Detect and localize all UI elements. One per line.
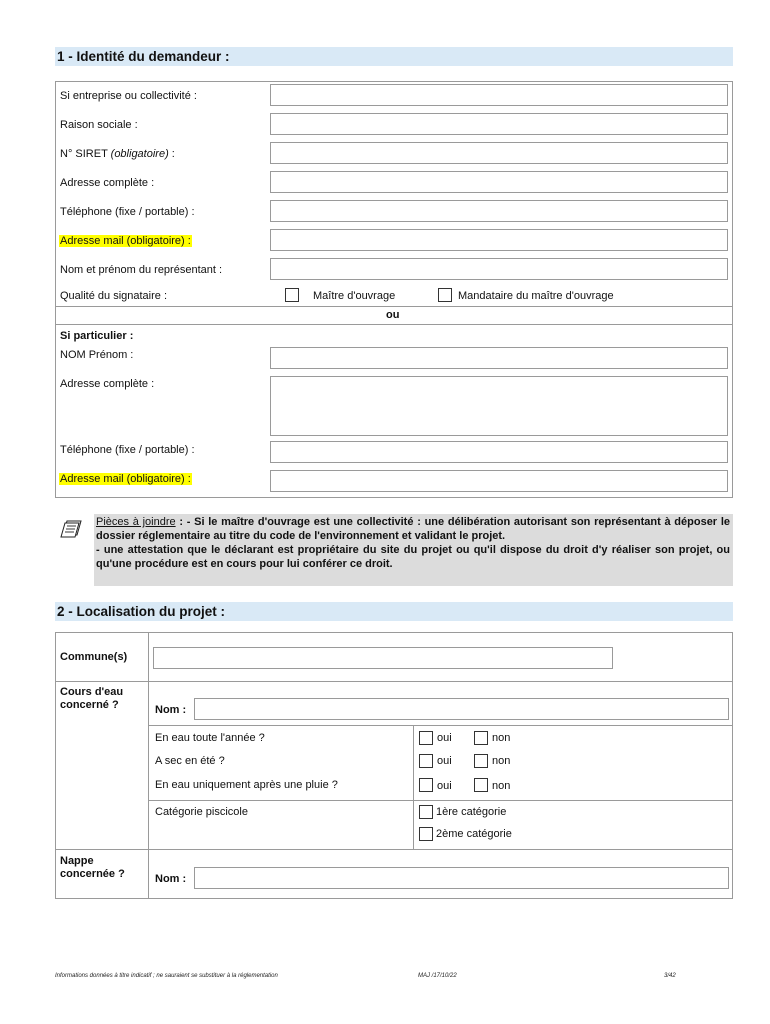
divider — [55, 849, 733, 850]
label-adresse: Adresse complète : — [60, 177, 155, 189]
divider — [148, 800, 733, 801]
label-siret: N° SIRET (obligatoire) : — [60, 148, 175, 160]
q3-non-checkbox[interactable] — [474, 778, 488, 792]
label-cat2: 2ème catégorie — [436, 828, 512, 840]
label-representant: Nom et prénom du représentant : — [60, 264, 223, 276]
footer-version: MAJ /17/10/22 — [418, 973, 457, 979]
label-telephone-particulier: Téléphone (fixe / portable) : — [60, 444, 195, 456]
label-nom-nappe: Nom : — [155, 873, 187, 885]
siret-input[interactable] — [270, 142, 728, 164]
label-maitre-ouvrage: Maître d'ouvrage — [313, 290, 396, 302]
label-oui: oui — [437, 780, 452, 792]
label-entreprise: Si entreprise ou collectivité : — [60, 90, 197, 102]
label-particulier: Si particulier : — [60, 330, 134, 342]
pieces-line2: - une attestation que le déclarant est propriétaire du site du projet ou qu'il dispose du droit d'y réaliser son projet, ou qu'une procédure est en cours pour lui conférer ce droit. — [96, 544, 730, 570]
nom-prenom-input[interactable] — [270, 347, 728, 369]
label-adresse-particulier: Adresse complète : — [60, 378, 155, 390]
ou-separator: ou — [386, 309, 400, 321]
q3-oui-checkbox[interactable] — [419, 778, 433, 792]
label-raison-sociale: Raison sociale : — [60, 119, 138, 131]
q2-oui-checkbox[interactable] — [419, 754, 433, 768]
label-oui: oui — [437, 755, 452, 767]
cat2-checkbox[interactable] — [419, 827, 433, 841]
telephone-particulier-input[interactable] — [270, 441, 728, 463]
maitre-ouvrage-checkbox[interactable] — [285, 288, 299, 302]
document-stack-icon — [59, 517, 85, 539]
q1-non-checkbox[interactable] — [474, 731, 488, 745]
cat1-checkbox[interactable] — [419, 805, 433, 819]
commune-input[interactable] — [153, 647, 613, 669]
label-oui: oui — [437, 732, 452, 744]
label-q2: A sec en été ? — [155, 755, 225, 767]
label-non: non — [492, 780, 511, 792]
email-input[interactable] — [270, 229, 728, 251]
divider — [148, 632, 149, 899]
pieces-label: Pièces à joindre — [96, 516, 176, 528]
email-particulier-input[interactable] — [270, 470, 728, 492]
mandataire-checkbox[interactable] — [438, 288, 452, 302]
label-nappe: Nappe concernée ? — [60, 855, 125, 880]
raison-sociale-input[interactable] — [270, 113, 728, 135]
label-cat1: 1ère catégorie — [436, 806, 507, 818]
q1-oui-checkbox[interactable] — [419, 731, 433, 745]
label-q3: En eau uniquement après une pluie ? — [155, 779, 338, 791]
label-mandataire: Mandataire du maître d'ouvrage — [458, 290, 614, 302]
divider — [55, 681, 733, 682]
representant-input[interactable] — [270, 258, 728, 280]
footer-disclaimer: Informations données à titre indicatif ; ne sauraient se substituer à la réglementation — [55, 973, 278, 979]
label-telephone: Téléphone (fixe / portable) : — [60, 206, 195, 218]
label-cours-eau: Cours d'eau concerné ? — [60, 686, 124, 711]
section-1-title: 1 - Identité du demandeur : — [55, 47, 733, 66]
label-non: non — [492, 755, 511, 767]
label-nom-prenom: NOM Prénom : — [60, 349, 134, 361]
label-commune: Commune(s) — [60, 651, 128, 663]
footer-page-number: 3/42 — [664, 973, 676, 979]
pieces-line1: : - Si le maître d'ouvrage est une collectivité : une délibération autorisant son représentant à déposer le dossier réglementaire au titre du code de l'environnement et validant le projet. — [96, 516, 730, 542]
label-email-particulier: Adresse mail (obligatoire) : — [60, 473, 191, 485]
label-qualite: Qualité du signataire : — [60, 290, 168, 302]
label-q4: Catégorie piscicole — [155, 806, 248, 818]
adresse-input[interactable] — [270, 171, 728, 193]
divider — [55, 324, 733, 325]
entreprise-input[interactable] — [270, 84, 728, 106]
label-email: Adresse mail (obligatoire) : — [60, 235, 191, 247]
divider — [55, 306, 733, 307]
cours-eau-nom-input[interactable] — [194, 698, 729, 720]
label-non: non — [492, 732, 511, 744]
label-nom-cours: Nom : — [155, 704, 187, 716]
q2-non-checkbox[interactable] — [474, 754, 488, 768]
adresse-particulier-input[interactable] — [270, 376, 728, 436]
divider — [148, 725, 733, 726]
label-q1: En eau toute l'année ? — [155, 732, 265, 744]
telephone-input[interactable] — [270, 200, 728, 222]
section-2-title: 2 - Localisation du projet : — [55, 602, 733, 621]
pieces-text — [96, 515, 730, 571]
divider — [413, 725, 414, 849]
nappe-nom-input[interactable] — [194, 867, 729, 889]
